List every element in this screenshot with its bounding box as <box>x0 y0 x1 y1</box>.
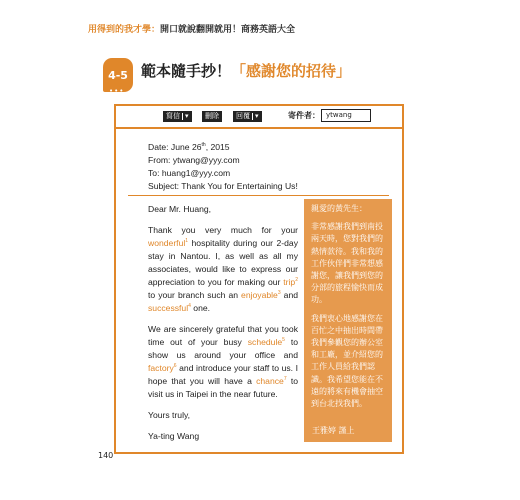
badge-dots-icon: ••• <box>109 87 125 95</box>
delete-button[interactable] <box>202 111 222 122</box>
section-title <box>141 60 351 81</box>
separator <box>252 113 253 120</box>
email-window <box>114 104 404 454</box>
email-subject: Subject: Thank You for Entertaining Us! <box>148 180 298 191</box>
email-from: From: ytwang@yyy.com <box>148 154 240 165</box>
separator <box>182 113 183 120</box>
email-date <box>148 139 298 154</box>
translation-box <box>304 199 392 442</box>
reply-button[interactable] <box>233 111 262 122</box>
compose-button[interactable] <box>163 111 192 122</box>
email-meta <box>148 139 298 193</box>
letter-paragraph-1: Thank you very much for your wonderful$^1$ hospitality during our 2-day stay in Nantou. I, as well as all my associates, would like to express our appreciation to you for making our trip$^2$ to your branch such an enjoyable$^3$ and successful$^4$ one. <box>148 225 298 313</box>
letter-paragraph-2: We are sincerely grateful that you took time out of your busy schedule$^5$ to show us around your office and factory$^6$ and introduce your staff to us. I hope that you will have a chance$^7$ to visit us in Taipei in the near future. <box>148 324 298 399</box>
section-badge: 4-5 <box>103 58 133 92</box>
letter-closing: Yours truly, <box>148 410 191 420</box>
section-title-quote: 「感謝您的招待」 <box>231 62 352 80</box>
running-header <box>88 22 295 35</box>
chevron-down-icon: ▾ <box>255 112 259 120</box>
reply-label: 回覆 <box>236 112 250 120</box>
header-accent: 用得到的我才學： <box>88 25 161 35</box>
date-prefix: Date: June 26 <box>148 141 202 152</box>
delete-label: 刪除 <box>205 112 219 120</box>
date-suffix: , 2015 <box>205 141 230 152</box>
chevron-down-icon: ▾ <box>185 112 189 120</box>
page-number: 140 <box>98 451 114 460</box>
translation-paragraph-1: 非常感謝我們到南投兩天時，您對我們的熱情款待。我和我的工作伙伴們非常想感謝您，讓我們到您的分部的旅程愉快而成功。 <box>311 222 383 305</box>
letter-greeting: Dear Mr. Huang, <box>148 204 212 214</box>
compose-label: 寫信 <box>166 112 180 120</box>
translation-greeting: 親愛的黃先生： <box>311 204 367 213</box>
section-title-main: 範本隨手抄！ <box>141 62 232 80</box>
email-to: To: huang1@yyy.com <box>148 167 231 178</box>
header-title: 開口就說翻開就用！商務英語大全 <box>160 25 296 35</box>
divider <box>128 195 389 196</box>
date-sup: th <box>201 142 206 148</box>
translation-sign: 王雅婷 謹上 <box>312 426 355 435</box>
letter-signature: Ya-ting Wang <box>148 431 200 441</box>
sender-label: 寄件者： <box>288 111 320 120</box>
translation-paragraph-2: 我們衷心地感謝您在百忙之中抽出時間帶我們參觀您的辦公室和工廠，並介紹您的工作人員給我們認識。我希望您能在不遠的將來有機會抽空到台北找我們。 <box>311 313 383 409</box>
translation-text <box>311 203 389 416</box>
email-toolbar <box>116 106 402 129</box>
letter-body <box>148 203 298 451</box>
sender-field[interactable]: ytwang <box>321 109 371 122</box>
